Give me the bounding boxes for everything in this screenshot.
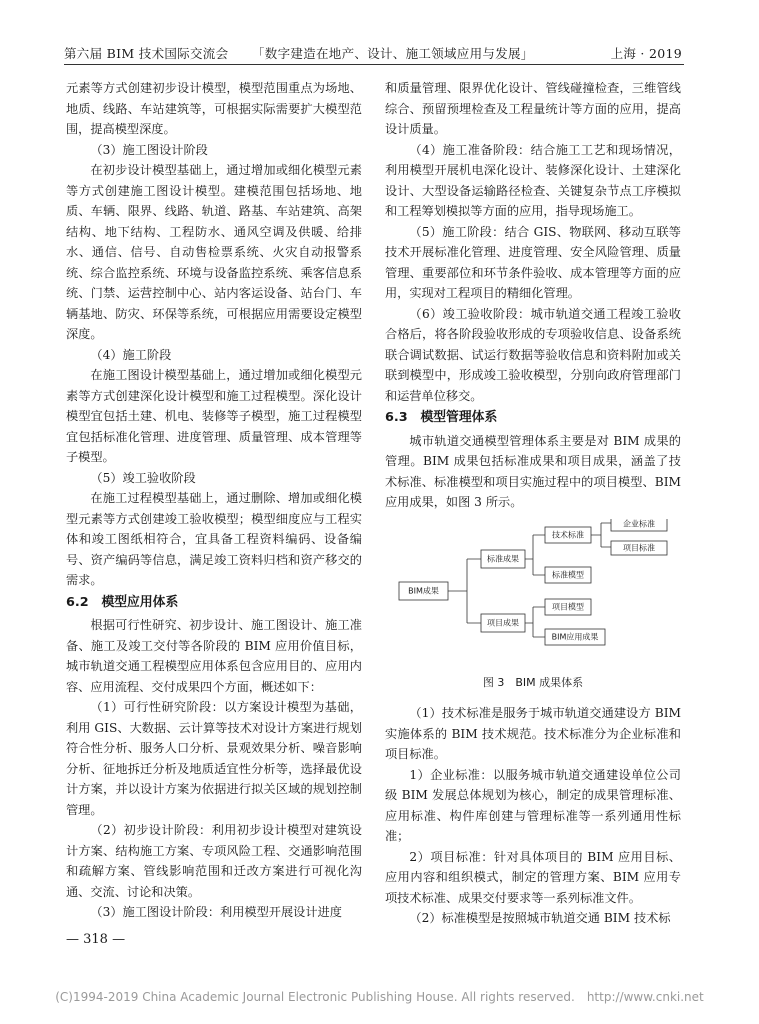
- bim-results-diagram: [385, 519, 681, 669]
- paragraph: （6）竣工验收阶段：城市轨道交通工程竣工验收合格后，将各阶段验收形成的专项验收信息、设备系统联合调试数据、试运行数据等验收信息和资料附加或关联到模型中，形成竣工验收模型，分别向政府管理部门和运营单位移交。: [385, 306, 681, 403]
- paragraph: 在施工过程模型基础上，通过删除、增加或细化模型元素等方式创建竣工验收模型；模型细度应与工程实体和竣工图纸相符合，宜具备工程资料编码、设备编号、资产编码等信息，满足竣工资料归档和资产移交的需求。: [66, 491, 362, 587]
- figure-caption: 图 3 BIM 成果体系: [482, 675, 584, 689]
- section-heading-6-3: 6.3 模型管理体系: [385, 410, 498, 425]
- header-conference: 第六届 BIM 技术国际交流会: [64, 46, 229, 61]
- paragraph: （3）施工图设计阶段：利用模型开展设计进度: [90, 905, 342, 919]
- subheading: （4）施工阶段: [90, 347, 172, 362]
- label-ent: 企业标准: [623, 519, 655, 528]
- diagram-canvas: [385, 519, 681, 669]
- label-projmodel: 项目模型: [552, 602, 584, 611]
- label-root: BIM成果: [408, 586, 439, 595]
- paragraph: 元素等方式创建初步设计模型，模型范围重点为场地、地质、线路、车站建筑等，可根据实际需要扩大模型范围，提高模型深度。: [66, 81, 362, 136]
- running-header: [64, 44, 684, 65]
- section-heading-6-2: 6.2 模型应用体系: [66, 594, 179, 610]
- paragraph: 和质量管理、限界优化设计、管线碰撞检查，三维管线综合、预留预埋检查及工程量统计等方面的应用，提高设计质量。: [385, 81, 681, 136]
- label-model: 标准模型: [552, 570, 584, 579]
- paragraph: （1）技术标准是服务于城市轨道交通建设方 BIM 实施体系的 BIM 技术规范。技术标准分为企业标准和项目标准。: [385, 706, 681, 761]
- right-column: [385, 78, 681, 929]
- paragraph: （1）可行性研究阶段：以方案设计模型为基础，利用 GIS、大数据、云计算等技术对设计方案进行规划符合性分析、服务人口分析、景观效果分析、噪音影响分析、征地拆迁分析及地质适宜性分析等，选择最优设计方案，并以设计方案为依据进行拟关区域的规划控制管理。: [66, 700, 362, 817]
- subheading: （3）施工图设计阶段: [90, 142, 208, 157]
- paragraph: （2）标准模型是按照城市轨道交通 BIM 技术标: [409, 911, 671, 925]
- paragraph: 在施工图设计模型基础上，通过增加或细化模型元素等方式创建深化设计模型和施工过程模型。深化设计模型宜包括土建、机电、装修等子模型，施工过程模型宜包括标准化管理、进度管理、质量管理、成本管理等子模型。: [66, 368, 362, 464]
- paragraph: （4）施工准备阶段：结合施工工艺和现场情况，利用模型开展机电深化设计、装修深化设计、土建深化设计、大型设备运输路径检查、关键复杂节点工序模拟和工程筹划模拟等方面的应用，指导现场施工。: [385, 142, 681, 218]
- copyright-footer: (C)1994-2019 China Academic Journal Electronic Publishing House. All rights reserved. http://www.cnki.net: [55, 990, 704, 1004]
- label-std: 标准成果: [487, 554, 519, 563]
- header-place: 上海 · 2019: [610, 46, 682, 61]
- label-projstd: 项目标准: [623, 543, 655, 552]
- paragraph: 根据可行性研究、初步设计、施工图设计、施工准备、施工及竣工交付等各阶段的 BIM 应用价值目标，城市轨道交通工程模型应用体系包含应用目的、应用内容、应用流程、交付成果四个方面，概述如下：: [66, 618, 362, 694]
- label-proj: 项目成果: [487, 618, 519, 627]
- paragraph: （2）初步设计阶段：利用初步设计模型对建筑设计方案、结构施工方案、专项风险工程、交通影响范围和疏解方案、管线影响范围和迁改方案进行可视化沟通、交流、讨论和决策。: [66, 823, 362, 899]
- label-app: BIM应用成果: [551, 632, 599, 641]
- subheading: （5）竣工验收阶段: [90, 470, 196, 485]
- paragraph: 在初步设计模型基础上，通过增加或细化模型元素等方式创建施工图设计模型。建模范围包括场地、地质、车辆、限界、线路、轨道、路基、车站建筑、高架结构、地下结构、工程防水、通风空调及供暖、给排水、通信、信号、自动售检票系统、火灾自动报警系统、综合监控系统、环境与设备监控系统、乘客信息系统、门禁、运营控制中心、站内客运设备、站台门、车辆基地、防灾、环保等系统，可根据应用需要设定模型深度。: [66, 163, 362, 341]
- paragraph: 1）企业标准：以服务城市轨道交通建设单位公司级 BIM 发展总体规划为核心，制定的成果管理标准、应用标准、构件库创建与管理标准等一系列通用性标准；: [385, 767, 681, 843]
- page-number: — 318 —: [66, 932, 126, 947]
- paragraph: 2）项目标准：针对具体项目的 BIM 应用目标、应用内容和组织模式，制定的管理方案、BIM 应用专项技术标准、成果交付要求等一系列标准文件。: [385, 849, 681, 905]
- left-column: [66, 78, 362, 923]
- label-tech: 技术标准: [552, 530, 584, 539]
- paragraph: （5）施工阶段：结合 GIS、物联网、移动互联等技术开展标准化管理、进度管理、安全风险管理、质量管理、重要部位和环节条件验收、成本管理等方面的应用，实现对工程项目的精细化管理。: [385, 224, 681, 300]
- header-theme: 「数字建造在地产、设计、施工领域应用与发展」: [252, 46, 534, 61]
- paragraph: 城市轨道交通模型管理体系主要是对 BIM 成果的管理。BIM 成果包括标准成果和项目成果，涵盖了技术标准、标准模型和项目实施过程中的项目模型、BIM 应用成果，如图 3 所示。: [385, 433, 681, 509]
